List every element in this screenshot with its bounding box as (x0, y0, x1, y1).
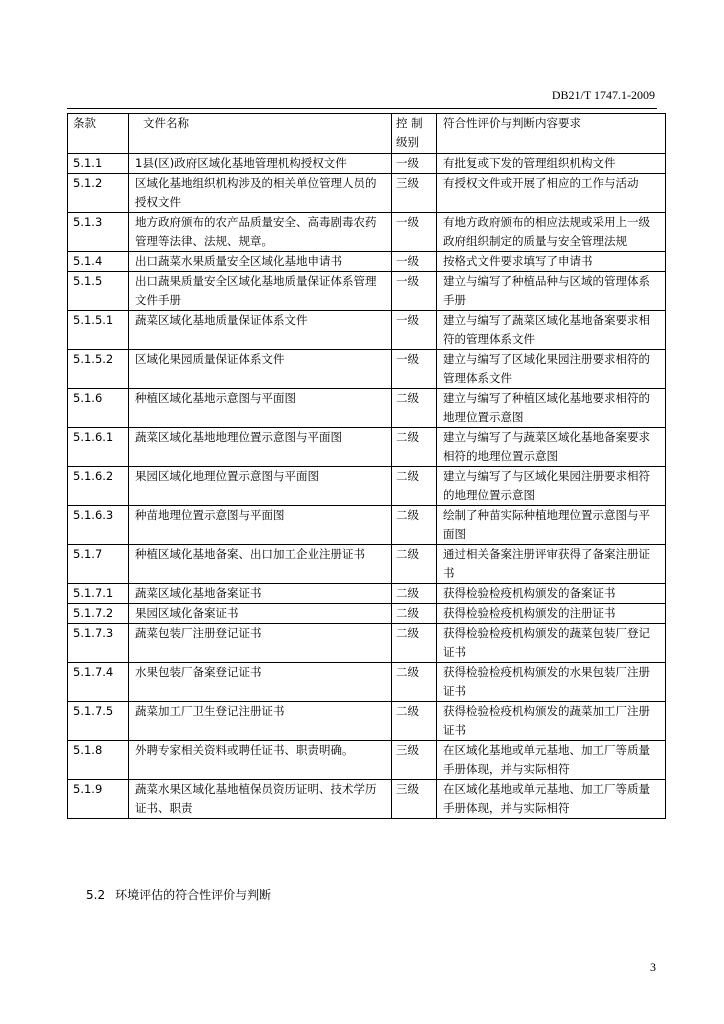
clause-cell: 5.1.3 (68, 213, 129, 252)
requirement-cell: 有批复或下发的管理组织机构文件 (437, 154, 666, 174)
doc-name-cell: 蔬菜包装厂注册登记证书 (129, 624, 392, 663)
doc-name-cell: 蔬菜区域化基地地理位置示意图与平面图 (129, 428, 392, 467)
control-level-cell: 二级 (392, 584, 437, 604)
table-row (68, 428, 666, 467)
requirement-cell: 建立与编写了种植品种与区域的管理体系手册 (437, 272, 666, 311)
requirement-cell: 绘制了种苗实际种植地理位置示意图与平面图 (437, 506, 666, 545)
doc-name-cell: 地方政府颁布的农产品质量安全、高毒剧毒农药管理等法律、法规、规章。 (129, 213, 392, 252)
requirement-cell: 有地方政府颁布的相应法规或采用上一级政府组织制定的质量与安全管理法规 (437, 213, 666, 252)
doc-name-cell: 水果包装厂备案登记证书 (129, 663, 392, 702)
table-row (68, 545, 666, 584)
control-level-cell: 二级 (392, 604, 437, 624)
requirement-cell: 建立与编写了种植区域化基地要求相符的地理位置示意图 (437, 389, 666, 428)
header-doc-name: 文件名称 (129, 114, 392, 154)
header-control-level: 控 制级别 (392, 114, 437, 154)
header-divider (67, 108, 657, 109)
requirement-cell: 建立与编写了与区域化果园注册要求相符的地理位置示意图 (437, 467, 666, 506)
table-row (68, 252, 666, 272)
control-level-cell: 一级 (392, 154, 437, 174)
control-level-cell: 一级 (392, 252, 437, 272)
clause-cell: 5.1.4 (68, 252, 129, 272)
control-level-cell: 三级 (392, 780, 437, 819)
control-level-cell: 二级 (392, 389, 437, 428)
table-header-row (68, 114, 666, 154)
requirement-cell: 建立与编写了与蔬菜区域化基地备案要求相符的地理位置示意图 (437, 428, 666, 467)
control-level-cell: 二级 (392, 428, 437, 467)
clause-cell: 5.1.5.2 (68, 350, 129, 389)
table-row (68, 213, 666, 252)
table-row (68, 154, 666, 174)
control-level-cell: 二级 (392, 702, 437, 741)
control-level-cell: 一级 (392, 272, 437, 311)
requirement-cell: 有授权文件或开展了相应的工作与活动 (437, 174, 666, 213)
doc-name-cell: 蔬菜区域化基地质量保证体系文件 (129, 311, 392, 350)
control-level-cell: 一级 (392, 311, 437, 350)
table-row (68, 272, 666, 311)
requirement-cell: 获得检验检疫机构颁发的蔬菜包装厂登记证书 (437, 624, 666, 663)
doc-name-cell: 出口蔬菜水果质量安全区域化基地申请书 (129, 252, 392, 272)
table-row (68, 741, 666, 780)
doc-name-cell: 蔬菜加工厂卫生登记注册证书 (129, 702, 392, 741)
doc-name-cell: 种植区域化基地示意图与平面图 (129, 389, 392, 428)
clause-cell: 5.1.6.2 (68, 467, 129, 506)
clause-cell: 5.1.5 (68, 272, 129, 311)
section-title: 环境评估的符合性评价与判断 (115, 888, 272, 902)
conformity-table (67, 113, 666, 819)
table-row (68, 604, 666, 624)
requirement-cell: 通过相关备案注册评审获得了备案注册证书 (437, 545, 666, 584)
header-clause: 条款 (68, 114, 129, 154)
requirement-cell: 获得检验检疫机构颁发的水果包装厂注册证书 (437, 663, 666, 702)
clause-cell: 5.1.6.3 (68, 506, 129, 545)
control-level-cell: 三级 (392, 741, 437, 780)
clause-cell: 5.1.1 (68, 154, 129, 174)
control-level-cell: 三级 (392, 174, 437, 213)
clause-cell: 5.1.9 (68, 780, 129, 819)
requirement-cell: 建立与编写了区域化果园注册要求相符的管理体系文件 (437, 350, 666, 389)
table-row (68, 174, 666, 213)
table-row (68, 506, 666, 545)
control-level-cell: 二级 (392, 467, 437, 506)
clause-cell: 5.1.5.1 (68, 311, 129, 350)
requirement-cell: 获得检验检疫机构颁发的备案证书 (437, 584, 666, 604)
doc-name-cell: 蔬菜水果区域化基地植保员资历证明、技术学历证书、职责 (129, 780, 392, 819)
clause-cell: 5.1.7.3 (68, 624, 129, 663)
doc-name-cell: 外聘专家相关资料或聘任证书、职责明确。 (129, 741, 392, 780)
page-number: 3 (650, 960, 656, 974)
requirement-cell: 按格式文件要求填写了申请书 (437, 252, 666, 272)
doc-name-cell: 1县(区)政府区域化基地管理机构授权文件 (129, 154, 392, 174)
doc-name-cell: 区域化基地组织机构涉及的相关单位管理人员的授权文件 (129, 174, 392, 213)
section-number: 5.2 (86, 888, 106, 902)
clause-cell: 5.1.7.4 (68, 663, 129, 702)
table-row (68, 311, 666, 350)
doc-name-cell: 种苗地理位置示意图与平面图 (129, 506, 392, 545)
header-requirement: 符合性评价与判断内容要求 (437, 114, 666, 154)
doc-name-cell: 果园区域化备案证书 (129, 604, 392, 624)
document-code: DB21/T 1747.1-2009 (551, 88, 655, 102)
requirement-cell: 获得检验检疫机构颁发的蔬菜加工厂注册证书 (437, 702, 666, 741)
control-level-cell: 二级 (392, 506, 437, 545)
table-row (68, 350, 666, 389)
table-row (68, 584, 666, 604)
requirement-cell: 建立与编写了蔬菜区域化基地备案要求相符的管理体系文件 (437, 311, 666, 350)
table-row (68, 702, 666, 741)
table-row (68, 624, 666, 663)
clause-cell: 5.1.7.5 (68, 702, 129, 741)
control-level-cell: 一级 (392, 350, 437, 389)
doc-name-cell: 区域化果园质量保证体系文件 (129, 350, 392, 389)
table-row (68, 467, 666, 506)
clause-cell: 5.1.7.2 (68, 604, 129, 624)
requirement-cell: 在区域化基地或单元基地、加工厂等质量手册体现，并与实际相符 (437, 780, 666, 819)
table-row (68, 389, 666, 428)
doc-name-cell: 种植区域化基地备案、出口加工企业注册证书 (129, 545, 392, 584)
table-row (68, 663, 666, 702)
clause-cell: 5.1.6.1 (68, 428, 129, 467)
clause-cell: 5.1.7.1 (68, 584, 129, 604)
doc-name-cell: 果园区域化地理位置示意图与平面图 (129, 467, 392, 506)
clause-cell: 5.1.6 (68, 389, 129, 428)
requirement-cell: 在区域化基地或单元基地、加工厂等质量手册体现，并与实际相符 (437, 741, 666, 780)
doc-name-cell: 出口蔬果质量安全区域化基地质量保证体系管理文件手册 (129, 272, 392, 311)
clause-cell: 5.1.2 (68, 174, 129, 213)
table-row (68, 780, 666, 819)
requirement-cell: 获得检验检疫机构颁发的注册证书 (437, 604, 666, 624)
control-level-cell: 二级 (392, 663, 437, 702)
table-body (68, 114, 666, 819)
control-level-cell: 二级 (392, 545, 437, 584)
control-level-cell: 二级 (392, 624, 437, 663)
section-heading (86, 886, 271, 903)
doc-name-cell: 蔬菜区域化基地备案证书 (129, 584, 392, 604)
clause-cell: 5.1.7 (68, 545, 129, 584)
clause-cell: 5.1.8 (68, 741, 129, 780)
control-level-cell: 一级 (392, 213, 437, 252)
